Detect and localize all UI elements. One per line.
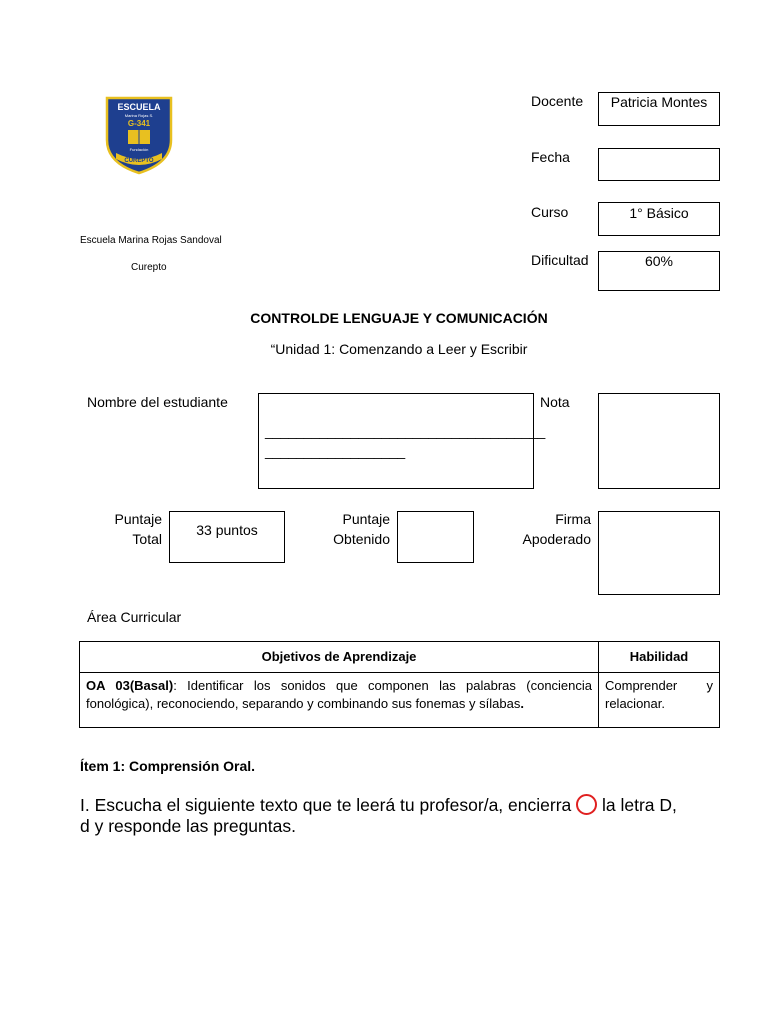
item1-heading: Ítem 1: Comprensión Oral. — [80, 758, 256, 774]
red-circle-icon — [576, 794, 597, 815]
fecha-label: Fecha — [531, 149, 570, 165]
puntaje-obtenido-label-2: Obtenido — [333, 531, 390, 547]
item1-instruction-line2: d y responde las preguntas. — [80, 816, 296, 836]
school-logo — [104, 95, 174, 175]
item1-instruction — [80, 794, 677, 816]
area-curricular-label: Área Curricular — [87, 609, 182, 625]
document-subtitle: “Unidad 1: Comenzando a Leer y Escribir — [270, 341, 528, 357]
table-row — [80, 673, 720, 728]
docente-value: Patricia Montes — [610, 94, 708, 110]
puntaje-total-value: 33 puntos — [196, 522, 258, 538]
dificultad-label: Dificultad — [531, 252, 589, 268]
table-header-row — [80, 642, 720, 673]
logo-line2: Marina Rojas S. — [124, 113, 154, 118]
nota-field[interactable] — [598, 393, 720, 489]
objective-cell — [80, 673, 599, 728]
student-name-label: Nombre del estudiante — [87, 394, 228, 410]
puntaje-obtenido-field[interactable] — [397, 511, 474, 563]
skill-cell: Comprender y relacionar. — [599, 673, 720, 728]
dificultad-value: 60% — [644, 253, 674, 269]
firma-field[interactable] — [598, 511, 720, 595]
objectives-table — [79, 641, 720, 728]
logo-line1: ESCUELA — [117, 102, 161, 112]
fecha-field[interactable] — [598, 148, 720, 181]
logo-line4: Fundación — [129, 147, 149, 152]
puntaje-total-label-1: Puntaje — [114, 511, 162, 527]
student-name-line1: ____________________________________ — [265, 423, 546, 439]
nota-label: Nota — [540, 394, 570, 410]
oa-end: . — [520, 696, 524, 711]
item1-instruction-before: I. Escucha el siguiente texto que te leerá tu profesor/a, encierra — [80, 795, 572, 815]
school-crest-icon — [104, 95, 174, 175]
curso-field[interactable] — [598, 202, 720, 236]
logo-line5: CUREPTO — [124, 158, 154, 164]
item1-instruction-after: la letra D, — [602, 795, 677, 815]
objectives-header: Objetivos de Aprendizaje — [80, 642, 599, 673]
oa-code: OA 03(Basal) — [86, 678, 174, 693]
dificultad-field[interactable] — [598, 251, 720, 291]
school-city: Curepto — [131, 262, 167, 273]
docente-field[interactable] — [598, 92, 720, 126]
document-title: CONTROLDE LENGUAJE Y COMUNICACIÓN — [250, 310, 548, 326]
student-name-line2: __________________ — [265, 443, 406, 459]
firma-label-2: Apoderado — [522, 531, 591, 547]
curso-label: Curso — [531, 204, 569, 220]
skill-header: Habilidad — [599, 642, 720, 673]
logo-line3: G-341 — [127, 119, 151, 128]
curso-value: 1° Básico — [629, 205, 689, 221]
docente-label: Docente — [531, 93, 584, 109]
firma-label-1: Firma — [555, 511, 591, 527]
student-name-field[interactable] — [258, 393, 546, 489]
school-name: Escuela Marina Rojas Sandoval — [80, 235, 222, 246]
oa-text: : Identificar los sonidos que componen las palabras (conciencia fonológica), reconociendo, separando y combinando sus fonemas y sílabas — [86, 678, 593, 711]
puntaje-total-label-2: Total — [132, 531, 162, 547]
puntaje-total-field[interactable] — [169, 511, 285, 563]
puntaje-obtenido-label-1: Puntaje — [342, 511, 390, 527]
